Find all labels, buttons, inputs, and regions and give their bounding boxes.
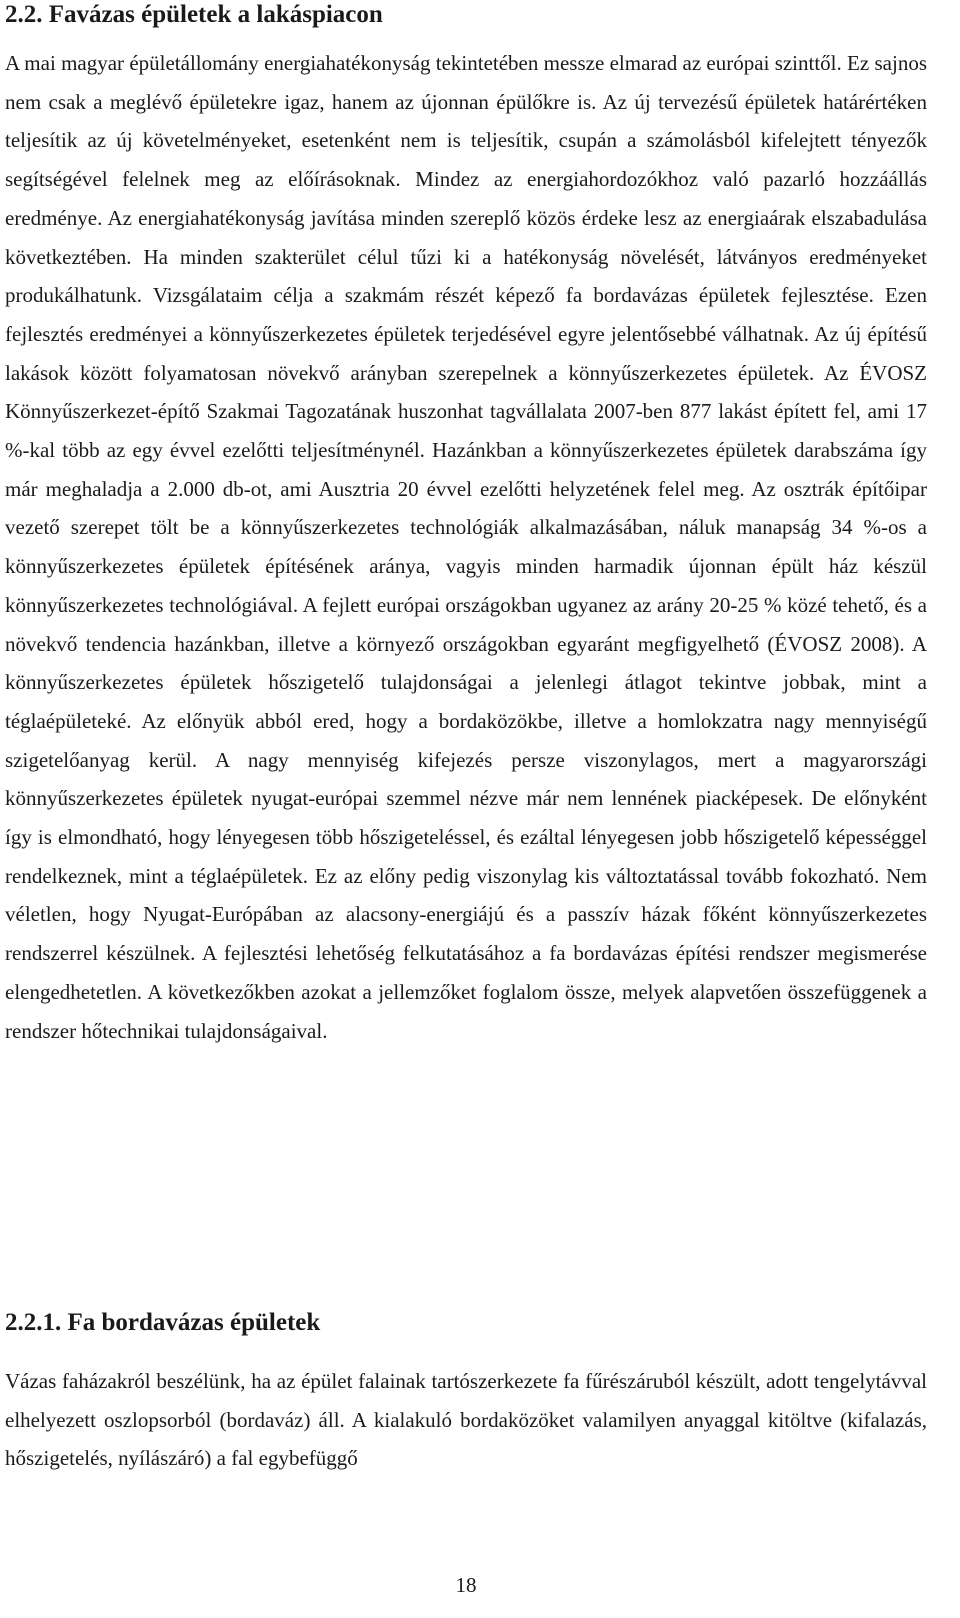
subsection-paragraph: Vázas faházakról beszélünk, ha az épület falainak tartószerkezete fa fűrészáruból készült, adott tengelytávval elhelyezett oszlopsorból (bordaváz) áll. A kialakuló bordaközöket valamilyen anyaggal kitöltve (kifalazás, hőszigetelés, nyílászáró) a fal egybefüggő <box>5 1369 927 1471</box>
subsection-heading: 2.2.1. Fa bordavázas épületek <box>5 1309 321 1336</box>
section-heading: 2.2. Favázas épületek a lakáspiacon <box>5 1 383 28</box>
page-number: 18 <box>455 1573 477 1597</box>
section-paragraph: A mai magyar épületállomány energiahatékonyság tekintetében messze elmarad az európai szinttől. Ez sajnos nem csak a meglévő épületekre igaz, hanem az újonnan épülőkre is. Az új tervezésű épületek határértéken teljesítik az új követelményeket, esetenként nem is teljesítik, csupán a számolásból kifelejtett tényezők segítségével felelnek meg az előírásoknak. Mindez az energiahordozókhoz való pazarló hozzáállás eredménye. Az energiahatékonyság javítása minden szereplő közös érdeke lesz az energiaárak elszabadulása következtében. Ha minden szakterület célul tűzi ki a hatékonyság növelését, látványos eredményeket produkálhatunk. Vizsgálataim célja a szakmám részét képező fa bordavázas épületek fejlesztése. Ezen fejlesztés eredményei a könnyűszerkezetes épületek terjedésével egyre jelentősebbé válhatnak. Az új építésű lakások között folyamatosan növekvő arányban szerepelnek a könnyűszerkezetes épületek. Az ÉVOSZ Könnyűszerkezet-építő Szakmai Tagozatának huszonhat tagvállalata 2007-ben 877 lakást épített fel, ami 17 %-kal több az egy évvel ezelőtti teljesítménynél. Hazánkban a könnyűszerkezetes épületek darabszáma így már meghaladja a 2.000 db-ot, ami Ausztria 20 évvel ezelőtti helyzetének felel meg. Az osztrák építőipar vezető szerepet tölt be a könnyűszerkezetes technológiák alkalmazásában, náluk manapság 34 %-os a könnyűszerkezetes épületek építésének aránya, vagyis minden harmadik újonnan épült ház készül könnyűszerkezetes technológiával. A fejlett európai országokban ugyanez az arány 20-25 % közé tehető, és a növekvő tendencia hazánkban, illetve a környező országokban egyaránt megfigyelhető (ÉVOSZ 2008). A könnyűszerkezetes épületek hőszigetelő tulajdonságai a jelenlegi átlagot tekintve jobbak, mint a téglaépületeké. Az előnyük abból ered, hogy a bordaközökbe, illetve a homlokzatra nagy mennyiségű szigetelőanyag kerül. A nagy mennyiség kifejezés persze viszonylagos, mert a magyarországi könnyűszerkezetes épületek nyugat-európai szemmel nézve már nem lennének piacképesek. De előnyként így is elmondható, hogy lényegesen több hőszigeteléssel, és ezáltal lényegesen jobb hőszigetelő képességgel rendelkeznek, mint a téglaépületek. Ez az előny pedig viszonylag kis változtatással tovább fokozható. Nem véletlen, hogy Nyugat-Európában az alacsony-energiájú és a passzív házak főként könnyűszerkezetes rendszerrel készülnek. A fejlesztési lehetőség felkutatásához a fa bordavázas építési rendszer megismerése elengedhetetlen. A következőkben azokat a jellemzőket foglalom össze, melyek alapvetően összefüggenek a rendszer hőtechnikai tulajdonságaival. <box>5 51 927 1043</box>
